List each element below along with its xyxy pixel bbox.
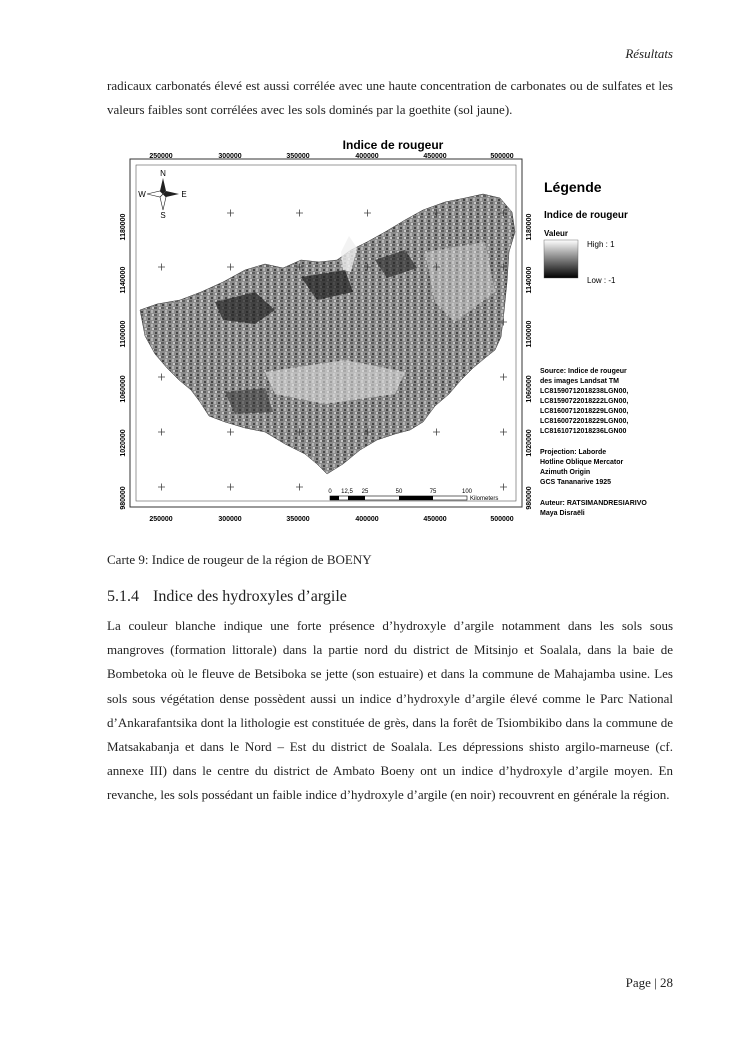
source-line: LC81610712018236LGN00 bbox=[540, 428, 627, 435]
scale-label: 100 bbox=[461, 489, 473, 495]
y-tick-left: 1140000 bbox=[120, 266, 127, 294]
y-tick-left: 1100000 bbox=[120, 320, 127, 348]
map-figure bbox=[105, 132, 690, 542]
section-heading bbox=[107, 588, 347, 606]
x-tick-top: 450000 bbox=[423, 153, 447, 160]
y-tick-left: 1060000 bbox=[120, 375, 127, 403]
author-line: Auteur: RATSIMANDRESIARIVO bbox=[540, 500, 647, 507]
y-tick-right: 1100000 bbox=[526, 320, 533, 348]
x-tick-bottom: 300000 bbox=[218, 516, 242, 523]
source-line: LC81600722018229LGN00, bbox=[540, 418, 629, 425]
scale-label: 25 bbox=[361, 489, 369, 495]
y-tick-left: 1020000 bbox=[120, 429, 127, 457]
compass-n: N bbox=[160, 169, 166, 178]
y-tick-left: 1180000 bbox=[120, 213, 127, 241]
x-tick-bottom: 500000 bbox=[490, 516, 514, 523]
x-tick-bottom: 250000 bbox=[149, 516, 173, 523]
scale-unit: Kilometers bbox=[470, 496, 499, 502]
x-tick-bottom: 400000 bbox=[355, 516, 379, 523]
projection-line: Azimuth Origin bbox=[540, 469, 591, 476]
y-tick-right: 1140000 bbox=[526, 266, 533, 294]
x-tick-top: 350000 bbox=[286, 153, 310, 160]
figure-caption: Carte 9: Indice de rougeur de la région de BOENY bbox=[107, 552, 372, 567]
y-tick-right: 1180000 bbox=[526, 213, 533, 241]
page-label: Page bbox=[625, 975, 651, 990]
source-line: LC81590722018222LGN00, bbox=[540, 398, 629, 405]
running-header: Résultats bbox=[625, 46, 673, 61]
scale-label: 75 bbox=[429, 489, 437, 495]
projection-line: Projection: Laborde bbox=[540, 449, 607, 456]
compass-w: W bbox=[138, 190, 146, 199]
y-tick-right: 1060000 bbox=[526, 375, 533, 403]
x-tick-top: 300000 bbox=[218, 153, 242, 160]
projection-line: Hotline Oblique Mercator bbox=[540, 459, 624, 466]
scale-label: 50 bbox=[395, 489, 403, 495]
page-footer: Page | 28 bbox=[625, 975, 673, 990]
author-line: Maya Disraëli bbox=[540, 510, 585, 517]
x-tick-top: 500000 bbox=[490, 153, 514, 160]
scale-label: 12,5 bbox=[341, 489, 353, 495]
projection-line: GCS Tananarive 1925 bbox=[540, 479, 612, 486]
legend-high: High : 1 bbox=[587, 240, 615, 249]
map-title: Indice de rougeur bbox=[342, 138, 444, 152]
x-tick-bottom: 450000 bbox=[423, 516, 447, 523]
y-tick-right: 1020000 bbox=[526, 429, 533, 457]
legend-layer: Indice de rougeur bbox=[544, 210, 628, 221]
scale-label: 0 bbox=[328, 489, 332, 495]
y-tick-right: 980000 bbox=[526, 486, 533, 510]
section-number: 5.1.4 bbox=[107, 588, 139, 605]
compass-e: E bbox=[181, 190, 187, 199]
legend-gradient bbox=[544, 240, 578, 278]
x-tick-bottom: 350000 bbox=[286, 516, 310, 523]
y-tick-left: 980000 bbox=[120, 486, 127, 510]
source-line: Source: Indice de rougeur bbox=[540, 368, 627, 375]
compass-s: S bbox=[160, 211, 166, 220]
legend-value-label: Valeur bbox=[544, 229, 569, 238]
source-line: des images Landsat TM bbox=[540, 378, 619, 385]
legend-title: Légende bbox=[544, 179, 602, 195]
intro-paragraph: radicaux carbonatés élevé est aussi corrélée avec une haute concentration de carbonates ou de sulfates et les valeurs faibles sont corrélées avec les sols dominés par la goethite (sol jaune). bbox=[107, 78, 673, 118]
source-line: LC81590712018238LGN00, bbox=[540, 388, 629, 395]
section-title: Indice des hydroxyles d’argile bbox=[153, 588, 347, 605]
legend-low: Low : -1 bbox=[587, 276, 616, 285]
page-number: 28 bbox=[660, 975, 673, 990]
source-line: LC81600712018229LGN00, bbox=[540, 408, 629, 415]
body-paragraph: La couleur blanche indique une forte présence d’hydroxyle d’argile notamment dans les sols sous mangroves (formation littorale) dans la partie nord du district de Mitsinjo et Soalala, dans la baie de Bombetoka où le fleuve de Betsiboka se jette (son estuaire) et dans la commune de Mahajamba usine. Les sols sous végétation dense possèdent aussi un indice d’hydroxyle d’argile élevé comme le Parc National d’Ankarafantsika dont la lithologie est constituée de grès, dans la forêt de Tsiombikibo dans la commune de Matsakabanja et dans le Nord – Est du district de Soalala. Les dépressions shisto argilo-marneuse (cf. annexe III) dans le centre du district de Ambato Boeny ont un indice d’hydroxyle d’argile moyen. En revanche, les sols possédant un faible indice d’hydroxyle d’argile (en noir) recouvrent en générale la région. bbox=[107, 618, 673, 803]
x-tick-top: 400000 bbox=[355, 153, 379, 160]
x-tick-top: 250000 bbox=[149, 153, 173, 160]
